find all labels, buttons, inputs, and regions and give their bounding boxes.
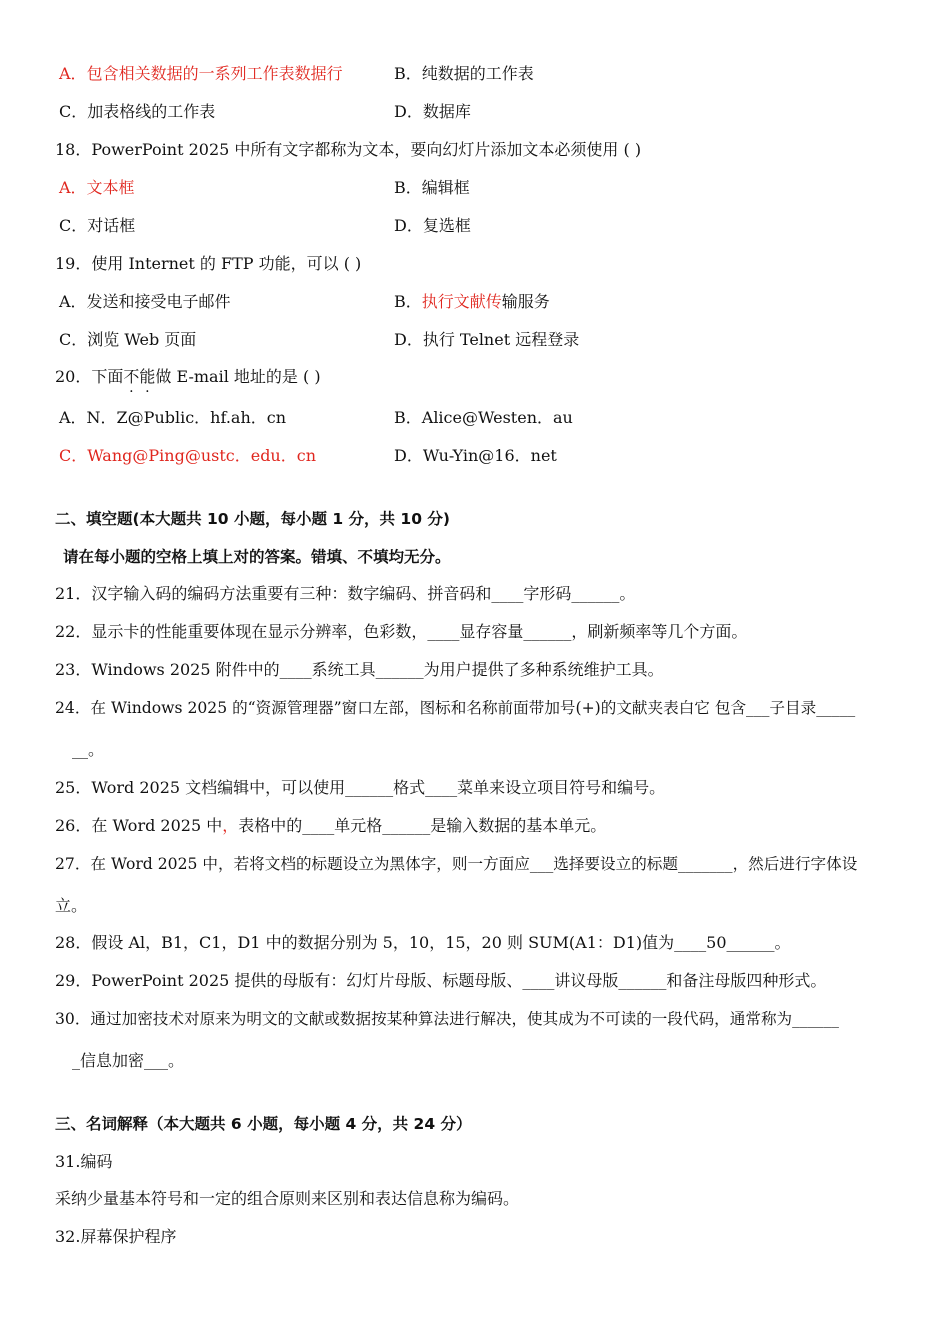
q17-option-a-label: A． — [59, 64, 87, 83]
q20-option-d: D．Wu-Yin@16．net — [394, 446, 557, 465]
section2-instruction: 请在每小题的空格上填上对的答案。错填、不填均无分。 — [63, 548, 451, 566]
q20-stem — [55, 367, 321, 387]
q18-option-b: B．编辑框 — [394, 178, 470, 197]
q30-line2: _信息加密___。 — [72, 1051, 185, 1070]
q22: 22．显示卡的性能重要体现在显示分辨率，色彩数，____显存容量______，刷新频率等几个方面。 — [55, 622, 748, 641]
q18-option-c: C．对话框 — [59, 216, 136, 235]
q19-option-b — [394, 292, 550, 312]
q28: 28．假设 Al，B1，C1，D1 中的数据分别为 5，10，15，20 则 SUM(A1：D1)值为____50______。 — [55, 933, 791, 952]
q20-stem-post: 做 E-mail 地址的是 ( ) — [155, 367, 321, 386]
q19-option-a: A．发送和接受电子邮件 — [59, 292, 231, 311]
q18-stem: 18．PowerPoint 2025 中所有文字都称为文本，要向幻灯片添加文本必须使用 ( ) — [55, 140, 642, 159]
q26-pre: 26．在 Word 2025 中 — [55, 816, 223, 835]
q19-option-b-rest: 输服务 — [501, 292, 550, 311]
section3-title: 三、名词解释（本大题共 6 小题，每小题 4 分，共 24 分） — [55, 1115, 472, 1133]
q32-title: 32.屏幕保护程序 — [55, 1227, 177, 1246]
q20-stem-pre: 20．下面 — [55, 367, 124, 386]
q24-line2: __。 — [72, 740, 105, 759]
q30-line1: 30．通过加密技术对原来为明文的文献或数据按某种算法进行解决，使其成为不可读的一段代码，通常称为______ — [55, 1010, 839, 1028]
q26-post: 表格中的____单元格______是输入数据的基本单元。 — [238, 816, 607, 835]
q20-option-b: B．Alice@Westen．au — [394, 408, 573, 427]
q27-line1: 27．在 Word 2025 中，若将文档的标题设立为黑体字，则一方面应___选择要设立的标题_______，然后进行字体设 — [55, 855, 858, 873]
q17-option-b: B．纯数据的工作表 — [394, 64, 534, 83]
q19-option-b-label: B． — [394, 292, 422, 311]
q17-option-c: C．加表格线的工作表 — [59, 102, 216, 121]
q19-option-c: C．浏览 Web 页面 — [59, 330, 197, 349]
q19-option-d: D．执行 Telnet 远程登录 — [394, 330, 580, 349]
q26 — [55, 816, 606, 836]
q25: 25．Word 2025 文档编辑中，可以使用______格式____菜单来设立项目符号和编号。 — [55, 778, 666, 797]
q29: 29．PowerPoint 2025 提供的母版有：幻灯片母版、标题母版、____讲议母版______和备注母版四种形式。 — [55, 971, 827, 990]
q20-emphasis-1: 不 — [123, 367, 140, 386]
q20-option-c: C．Wang@Ping@ustc．edu．cn — [59, 446, 317, 465]
q20-emphasis-2: 能 — [139, 367, 156, 386]
q19-option-b-red-text: 执行文献传 — [421, 292, 502, 311]
q31-title: 31.编码 — [55, 1152, 113, 1171]
q21: 21．汉字输入码的编码方法重要有三种：数字编码、拼音码和____字形码______。 — [55, 584, 636, 603]
q23: 23．Windows 2025 附件中的____系统工具______为用户提供了多种系统维护工具。 — [55, 660, 664, 679]
q19-stem: 19．使用 Internet 的 FTP 功能，可以 ( ) — [55, 254, 362, 273]
q31-answer: 采纳少量基本符号和一定的组合原则来区别和表达信息称为编码。 — [55, 1189, 520, 1208]
q17-option-a-text: 包含相关数据的一系列工作表数据行 — [86, 64, 343, 83]
q26-red-comma: ， — [222, 816, 239, 835]
q18-option-d: D．复选框 — [394, 216, 471, 235]
q27-line2: 立。 — [55, 896, 88, 915]
section2-title: 二、填空题(本大题共 10 小题，每小题 1 分，共 10 分) — [55, 510, 450, 528]
q17-option-d: D．数据库 — [394, 102, 471, 121]
q20-option-a: A．N．Z@Public．hf.ah．cn — [59, 408, 287, 427]
q18-option-a: A．文本框 — [59, 178, 135, 197]
q17-option-a — [59, 64, 343, 84]
q24-line1: 24．在 Windows 2025 的“资源管理器”窗口左部，图标和名称前面带加号(+)的文献夹表白它 包含___子目录_____ — [55, 699, 856, 717]
